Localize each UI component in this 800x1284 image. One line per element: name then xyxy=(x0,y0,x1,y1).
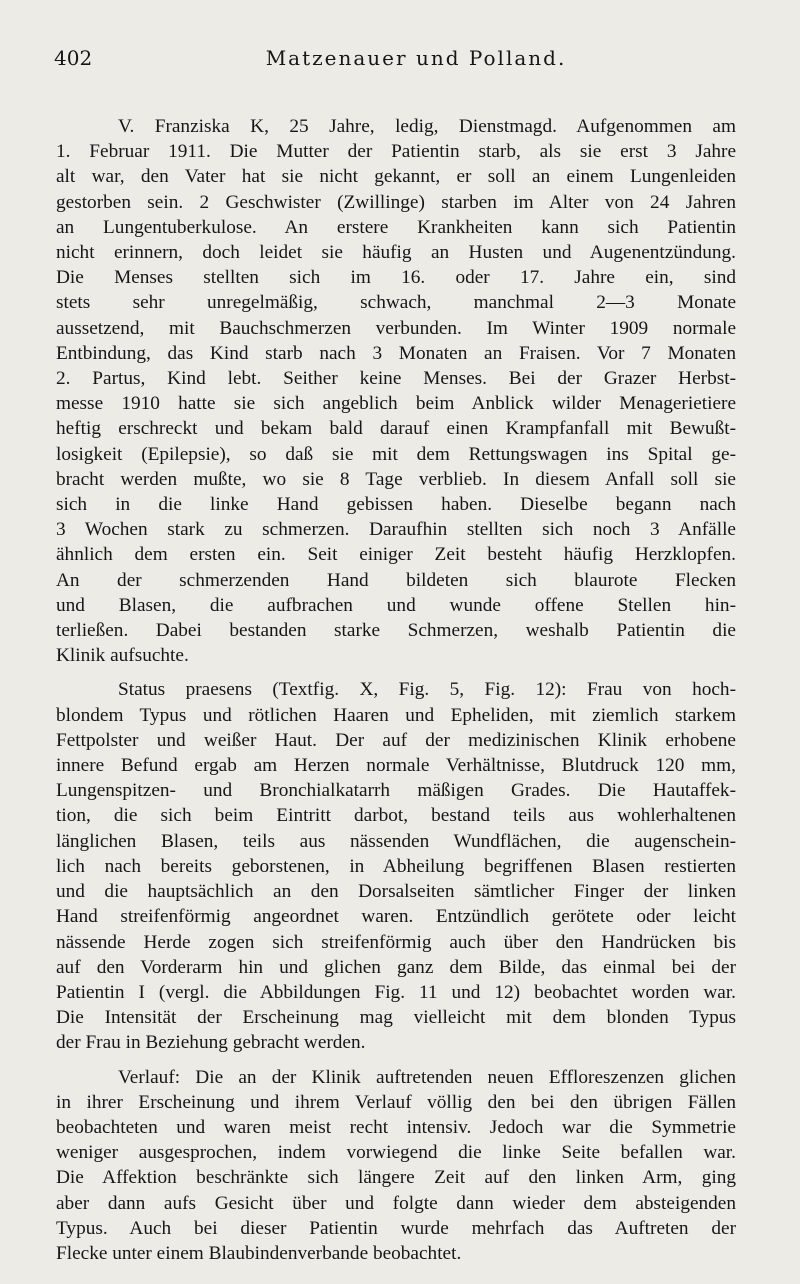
text-line: länglichen Blasen, teils aus nässenden Wundflächen, die augenschein- xyxy=(56,830,736,852)
text-line: nicht erinnern, doch leidet sie häufig an Husten und Augenentzündung. xyxy=(56,242,736,264)
text-line: alt war, den Vater hat sie nicht gekannt, er soll an einem Lungenleiden xyxy=(56,166,736,188)
text-line: aussetzend, mit Bauchschmerzen verbunden. Im Winter 1909 normale xyxy=(56,317,736,339)
text-line: ähnlich dem ersten ein. Seit einiger Zeit besteht häufig Herzklopfen. xyxy=(56,544,736,566)
text-line: Lungenspitzen- und Bronchialkatarrh mäßigen Grades. Die Hautaffek- xyxy=(56,780,736,802)
running-head: Matzenauer und Polland. xyxy=(265,46,567,70)
text-line: und Blasen, die aufbrachen und wunde offene Stellen hin- xyxy=(56,594,736,616)
paragraph-case-history xyxy=(56,114,736,668)
text-line: Die Menses stellten sich im 16. oder 17. Jahre ein, sind xyxy=(56,267,736,289)
text-line: Flecke unter einem Blaubindenverbande beobachtet. xyxy=(56,1242,462,1264)
text-line: weniger ausgesprochen, indem vorwiegend die linke Seite befallen war. xyxy=(56,1142,736,1164)
page-number: 402 xyxy=(54,46,93,70)
text-line: 3 Wochen stark zu schmerzen. Daraufhin stellten sich noch 3 Anfälle xyxy=(56,519,736,541)
text-line: nässende Herde zogen sich streifenförmig auch über den Handrücken bis xyxy=(56,931,736,953)
text-line: Fettpolster und weißer Haut. Der auf der medizinischen Klinik erhobene xyxy=(56,729,736,751)
text-line: Entbindung, das Kind starb nach 3 Monaten an Fraisen. Vor 7 Monaten xyxy=(56,342,736,364)
text-line: der Frau in Beziehung gebracht werden. xyxy=(56,1032,366,1054)
text-line: an Lungentuberkulose. An erstere Krankheiten kann sich Patientin xyxy=(56,216,736,238)
text-line: innere Befund ergab am Herzen normale Verhältnisse, Blutdruck 120 mm, xyxy=(56,755,736,777)
text-line: An der schmerzenden Hand bildeten sich blaurote Flecken xyxy=(56,569,736,591)
text-line: heftig erschreckt und bekam bald darauf einen Krampfanfall mit Bewußt- xyxy=(56,418,736,440)
text-line: auf den Vorderarm hin und glichen ganz dem Bilde, das einmal bei der xyxy=(56,956,736,978)
text-line: stets sehr unregelmäßig, schwach, manchmal 2—3 Monate xyxy=(56,292,736,314)
text-line: Klinik aufsuchte. xyxy=(56,645,189,667)
text-line: Typus. Auch bei dieser Patientin wurde mehrfach das Auftreten der xyxy=(56,1217,736,1239)
text-line: in ihrer Erscheinung und ihrem Verlauf völlig den bei den übrigen Fällen xyxy=(56,1091,736,1113)
text-line: tion, die sich beim Eintritt darbot, bestand teils aus wohlerhaltenen xyxy=(56,805,736,827)
text-line: und die hauptsächlich an den Dorsalseiten sämtlicher Finger der linken xyxy=(56,881,736,903)
text-line: Die Affektion beschränkte sich längere Zeit auf den linken Arm, ging xyxy=(56,1167,736,1189)
text-line: Die Intensität der Erscheinung mag vielleicht mit dem blonden Typus xyxy=(56,1007,736,1029)
text-line: Status praesens (Textfig. X, Fig. 5, Fig. 12): Frau von hoch- xyxy=(118,679,736,701)
text-line: Hand streifenförmig angeordnet waren. Entzündlich gerötete oder leicht xyxy=(56,906,736,928)
text-line: messe 1910 hatte sie sich angeblich beim Anblick wilder Menagerietiere xyxy=(56,393,736,415)
text-line: losigkeit (Epilepsie), so daß sie mit dem Rettungswagen ins Spital ge- xyxy=(56,443,736,465)
text-line: bracht werden mußte, wo sie 8 Tage verblieb. In diesem Anfall soll sie xyxy=(56,468,736,490)
text-line: beobachteten und waren meist recht intensiv. Jedoch war die Symmetrie xyxy=(56,1116,736,1138)
body-text xyxy=(56,114,736,1266)
paragraph-verlauf xyxy=(56,1065,736,1267)
text-line: terließen. Dabei bestanden starke Schmerzen, weshalb Patientin die xyxy=(56,620,736,642)
text-line: 2. Partus, Kind lebt. Seither keine Menses. Bei der Grazer Herbst- xyxy=(56,368,736,390)
paragraph-status-praesens xyxy=(56,677,736,1055)
text-line: lich nach bereits geborstenen, in Abheilung begriffenen Blasen restierten xyxy=(56,855,736,877)
text-line: Verlauf: Die an der Klinik auftretenden neuen Effloreszenzen glichen xyxy=(118,1066,736,1088)
text-line: 1. Februar 1911. Die Mutter der Patientin starb, als sie erst 3 Jahre xyxy=(56,141,736,163)
text-line: aber dann aufs Gesicht über und folgte dann wieder dem absteigenden xyxy=(56,1192,736,1214)
text-line: Patientin I (vergl. die Abbildungen Fig. 11 und 12) beobachtet worden war. xyxy=(56,981,736,1003)
text-line: blondem Typus und rötlichen Haaren und Epheliden, mit ziemlich starkem xyxy=(56,704,736,726)
text-line: sich in die linke Hand gebissen haben. Dieselbe begann nach xyxy=(56,494,736,516)
page-header xyxy=(56,44,736,76)
text-line: V. Franziska K, 25 Jahre, ledig, Dienstmagd. Aufgenommen am xyxy=(118,116,736,137)
text-line: gestorben sein. 2 Geschwister (Zwillinge) starben im Alter von 24 Jahren xyxy=(56,191,736,213)
